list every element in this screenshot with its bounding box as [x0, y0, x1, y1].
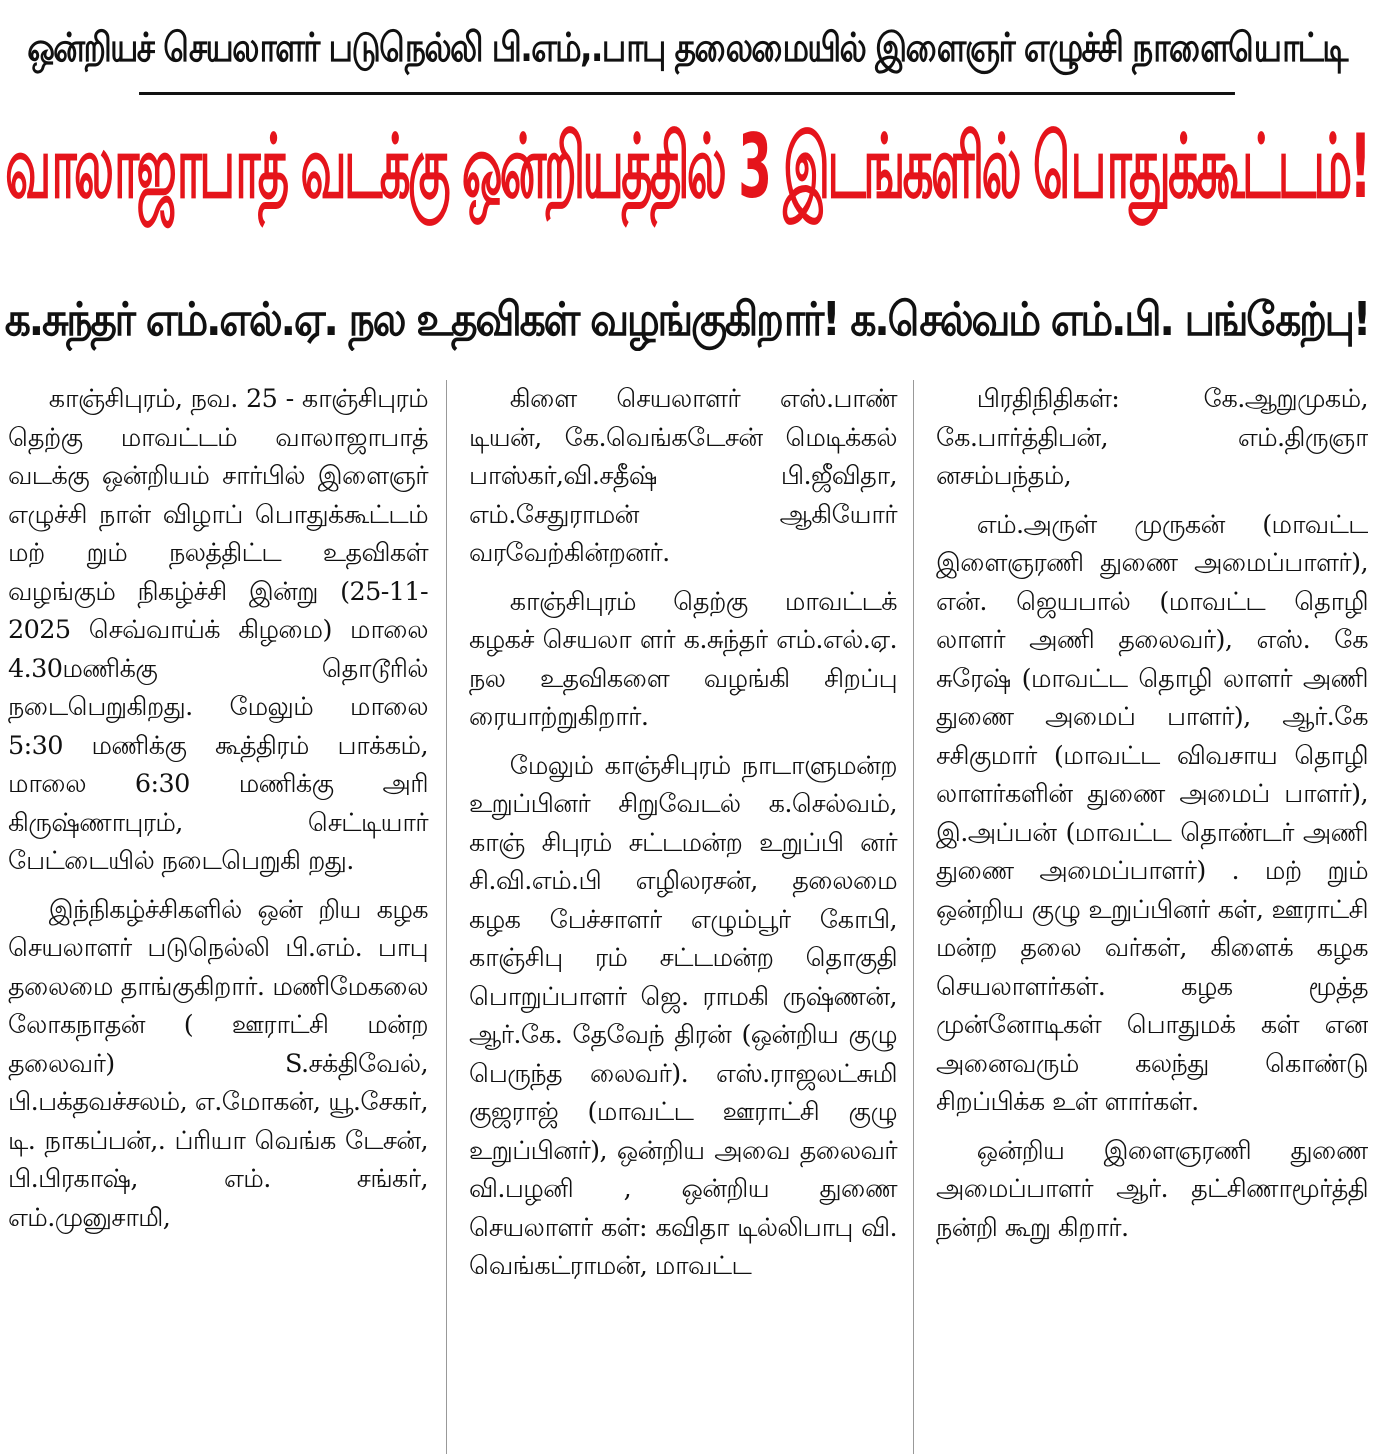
paragraph: மேலும் காஞ்சிபுரம் நாடாளுமன்ற உறுப்பினர் சிறுவேடல் க.செல்வம், காஞ் சிபுரம் சட்டமன்ற உறுப்பி னர் சி.வி.எம்.பி எழிலரசன், தலைமை கழக பேச்சாளர் எழும்பூர் கோபி, காஞ்சிபு ரம் சட்டமன்ற தொகுதி பொறுப்பாளர் ஜெ. ராமகி ருஷ்ணன், ஆர்.கே. தேவேந் திரன் (ஒன்றிய குழு பெருந்த லைவர்). எஸ்.ராஜலட்சுமி குஜராஜ் (மாவட்ட ஊராட்சி குழு உறுப்பினர்), ஒன்றிய அவை தலைவர் வி.பழனி , ஒன்றிய துணை செயலாளர் கள்: கவிதா டில்லிபாபு வி. வெங்கட்ராமன், மாவட்ட	[469, 750, 897, 1281]
article-column-1	[8, 380, 447, 1454]
paragraph: எம்.அருள் முருகன் (மாவட்ட இளைஞரணி துணை அமைப்பாளர்), என். ஜெயபால் (மாவட்ட தொழி லாளர் அணி தலைவர்), எஸ். கே சுரேஷ் (மாவட்ட தொழி லாளர் அணி துணை அமைப் பாளர்), ஆர்.கே சசிகுமார் (மாவட்ட விவசாய தொழி லாளர்களின் துணை அமைப் பாளர்), இ.அப்பன் (மாவட்ட தொண்டர் அணி துணை அமைப்பாளர்) . மற் றும் ஒன்றிய குழு உறுப்பினர் கள், ஊராட்சி மன்ற தலை வர்கள், கிளைக் கழக செயலாளர்கள். கழக மூத்த முன்னோடிகள் பொதுமக் கள் என அனைவரும் கலந்து கொண்டு சிறப்பிக்க உள் ளார்கள்.	[936, 509, 1368, 1117]
article-column-3	[930, 380, 1368, 1454]
article-body	[8, 380, 1368, 1454]
paragraph: கிளை செயலாளர் எஸ்.பாண் டியன், கே.வெங்கடேசன் மெடிக்கல் பாஸ்கர்,வி.சதீஷ் பி.ஜீவிதா, எம்.சேதுராமன் ஆகியோர் வரவேற்கின்றனர்.	[469, 384, 897, 568]
article-column-2	[463, 380, 914, 1454]
headline: வாலாஜாபாத் வடக்கு ஒன்றியத்தில் 3 இடங்களில் பொதுக்கூட்டம்!	[5, 114, 1369, 218]
subheadline: க.சுந்தர் எம்.எல்.ஏ. நல உதவிகள் வழங்குகிறார்! க.செல்வம் எம்.பி. பங்கேற்பு!	[4, 291, 1370, 346]
paragraph: ஒன்றிய இளைஞரணி துணை அமைப்பாளர் ஆர். தட்சிணாமூர்த்தி நன்றி கூறு கிறார்.	[936, 1135, 1368, 1243]
paragraph: காஞ்சிபுரம், நவ. 25 - காஞ்சிபுரம் தெற்கு மாவட்டம் வாலாஜாபாத் வடக்கு ஒன்றியம் சார்பில் இளைஞர் எழுச்சி நாள் விழாப் பொதுக்கூட்டம் மற் றும் நலத்திட்ட உதவிகள் வழங்கும் நிகழ்ச்சி இன்று (25-11-2025 செவ்வாய்க் கிழமை) மாலை 4.30மணிக்கு தொடூரில் நடைபெறுகிறது. மேலும் மாலை 5:30 மணிக்கு கூத்திரம் பாக்கம், மாலை 6:30 மணிக்கு அரி கிருஷ்ணாபுரம், செட்டியார் பேட்டையில் நடைபெறுகி றது.	[8, 384, 428, 876]
paragraph: காஞ்சிபுரம் தெற்கு மாவட்டக் கழகச் செயலா ளர் க.சுந்தர் எம்.எல்.ஏ. நல உதவிகளை வழங்கி சிறப்பு ரையாற்றுகிறார்.	[469, 586, 897, 732]
paragraph: பிரதிநிதிகள்: கே.ஆறுமுகம், கே.பார்த்திபன், எம்.திருஞா னசம்பந்தம்,	[936, 384, 1368, 491]
kicker-line: ஒன்றியச் செயலாளர் படுநெல்லி பி.எம்,.பாபு தலைமையில் இளைஞர் எழுச்சி நாளையொட்டி	[139, 8, 1235, 95]
paragraph: இந்நிகழ்ச்சிகளில் ஒன் றிய கழக செயலாளர் படுநெல்லி பி.எம். பாபு தலைமை தாங்குகிறார். மணிமேகலை லோகநாதன் ( ஊராட்சி மன்ற தலைவர்) S.சக்திவேல், பி.பக்தவச்சலம், எ.மோகன், யூ.சேகர், டி. நாகப்பன்,. ப்ரியா வெங்க டேசன், பி.பிரகாஷ், எம். சங்கர், எம்.முனுசாமி,	[8, 894, 428, 1233]
